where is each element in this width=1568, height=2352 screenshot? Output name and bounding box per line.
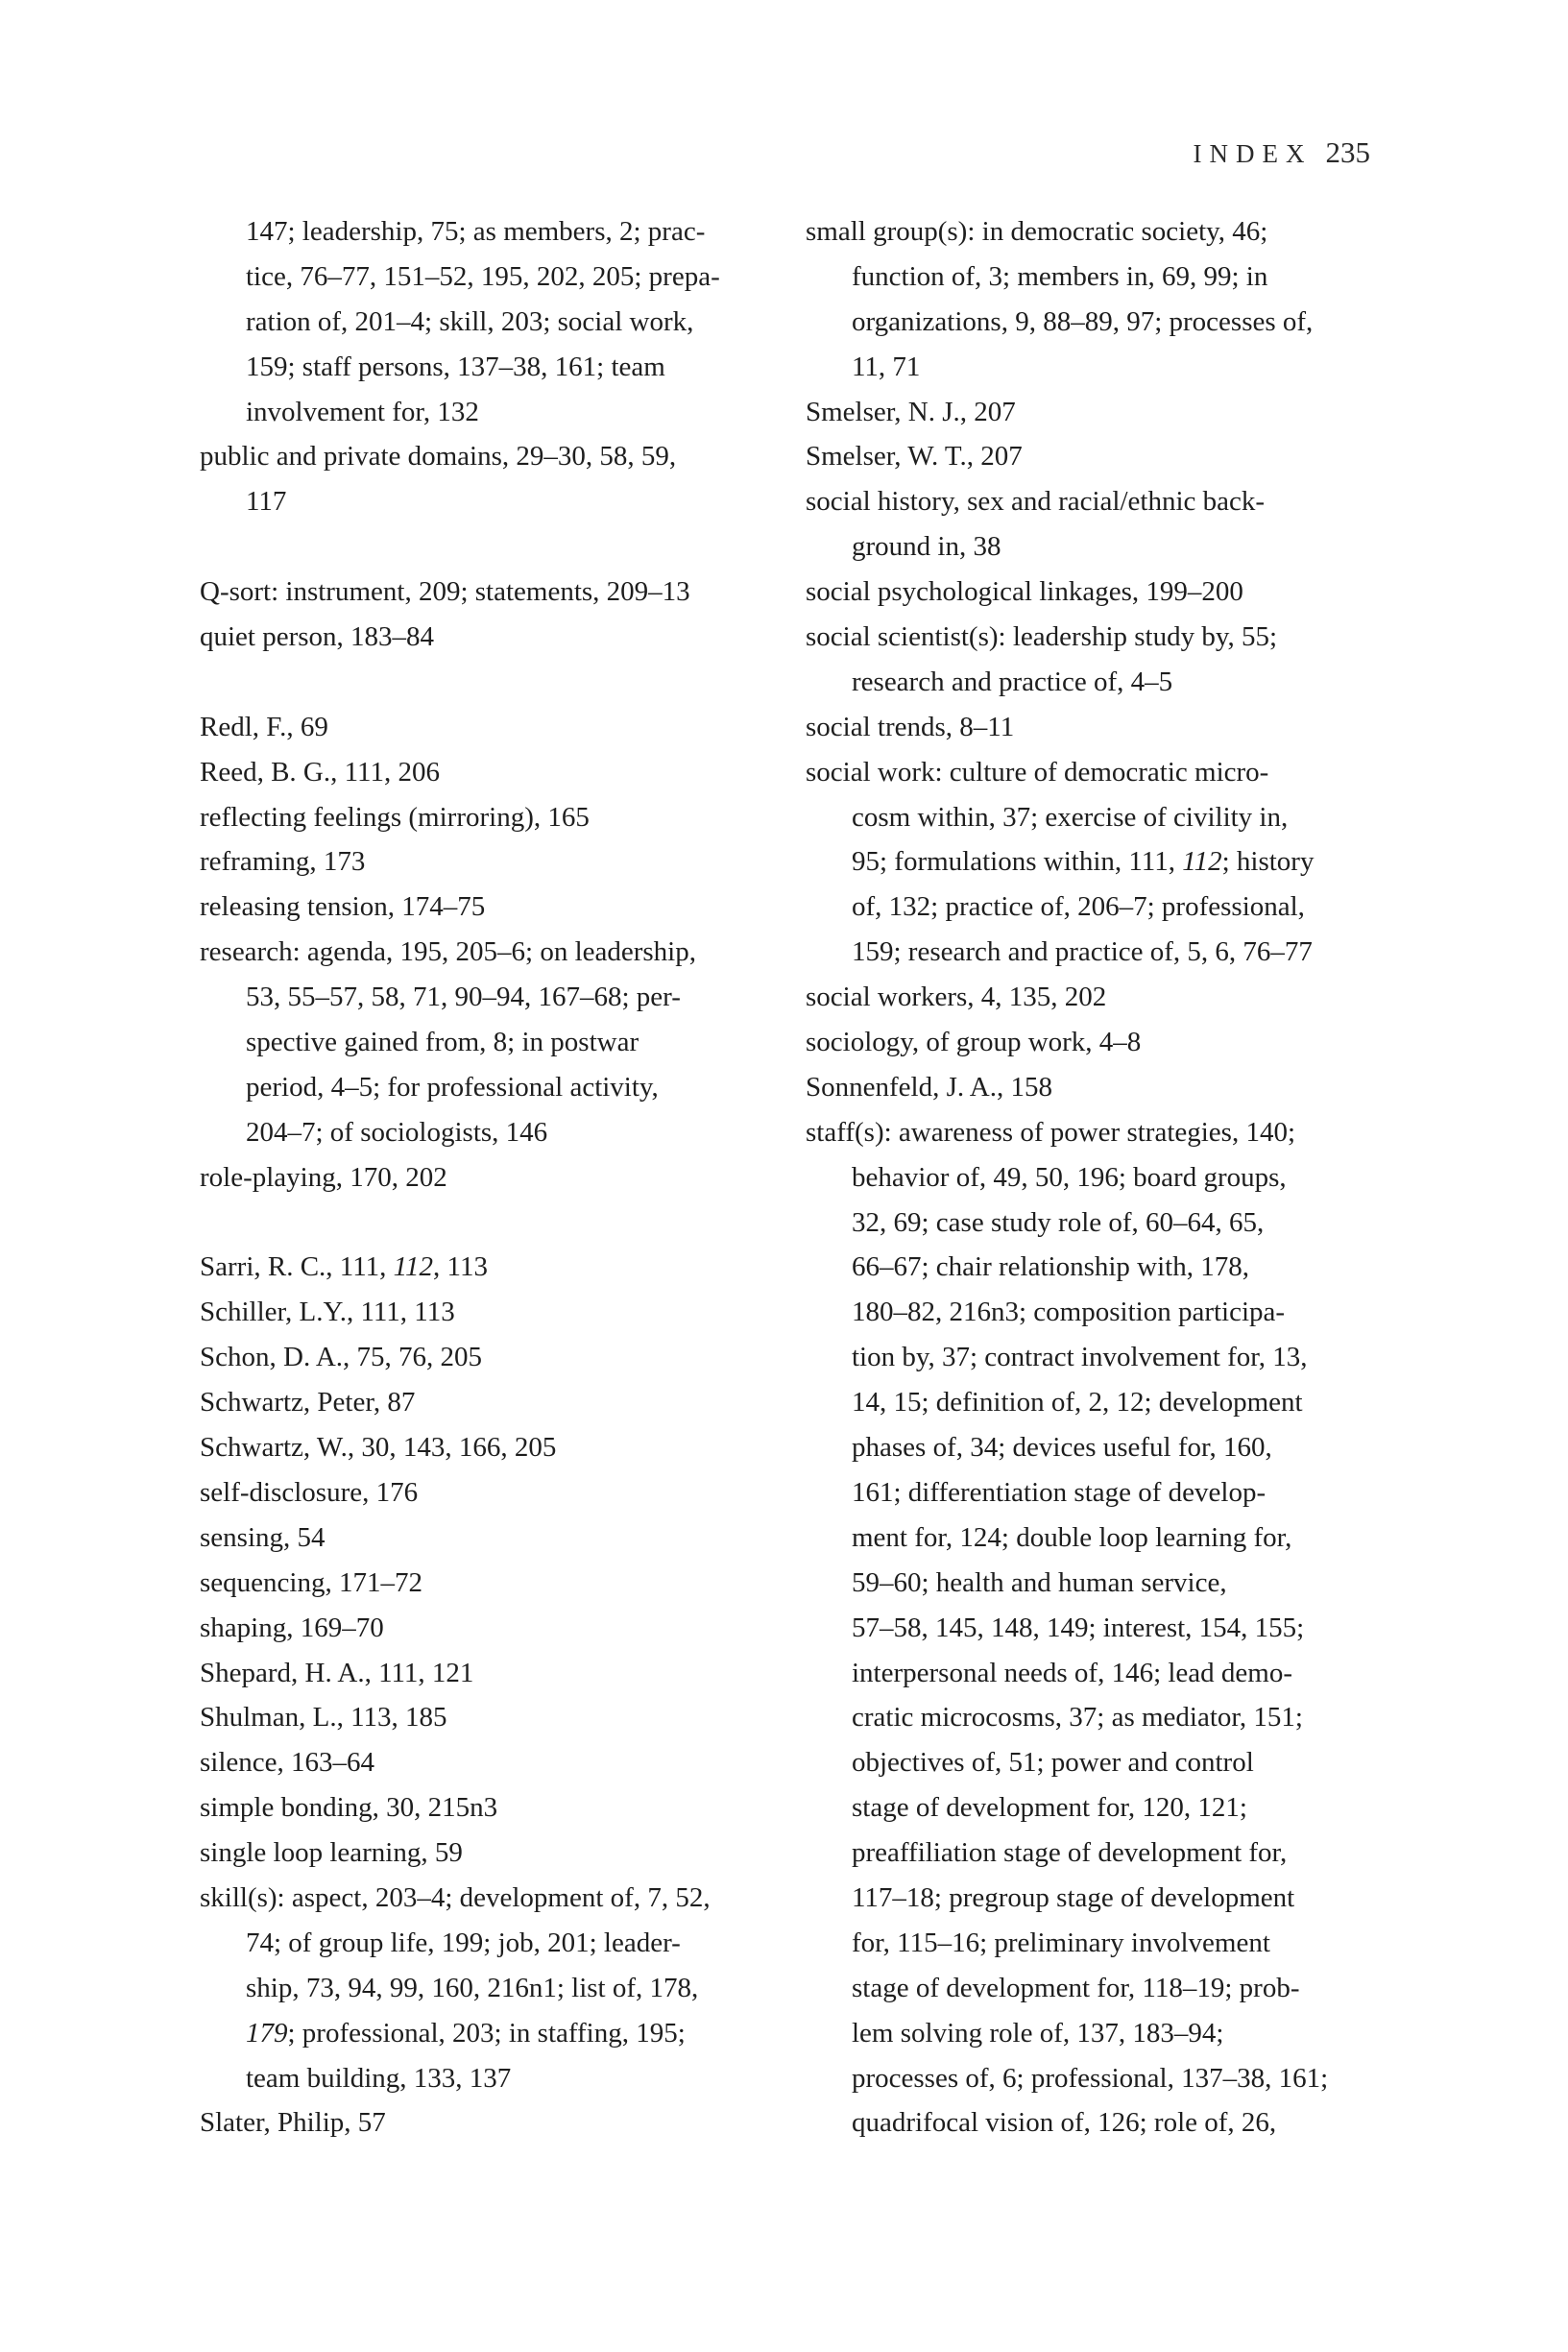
index-line: staff(s): awareness of power strategies, 140;: [806, 1116, 1296, 1148]
index-line: 66–67; chair relationship with, 178,: [852, 1251, 1249, 1283]
index-line: social workers, 4, 135, 202: [806, 982, 1107, 1013]
blank-line: [200, 524, 776, 570]
index-line: 147; leadership, 75; as members, 2; prac-: [246, 216, 706, 247]
index-line: cratic microcosms, 37; as mediator, 151;: [852, 1702, 1303, 1734]
index-line: research: agenda, 195, 205–6; on leadership,: [200, 936, 696, 968]
index-line: 117: [246, 486, 287, 518]
page-number: 235: [1325, 135, 1370, 169]
index-line: 32, 69; case study role of, 60–64, 65,: [852, 1206, 1265, 1238]
index-line: period, 4–5; for professional activity,: [246, 1071, 659, 1103]
index-line: 95; formulations within, 111, 112; history: [852, 846, 1315, 878]
index-line: Shulman, L., 113, 185: [200, 1702, 447, 1734]
index-line: tion by, 37; contract involvement for, 13,: [852, 1342, 1308, 1373]
index-line: 53, 55–57, 58, 71, 90–94, 167–68; per-: [246, 982, 681, 1013]
index-line: processes of, 6; professional, 137–38, 161;: [852, 2062, 1329, 2094]
index-line: behavior of, 49, 50, 196; board groups,: [852, 1161, 1287, 1193]
index-line: reframing, 173: [200, 846, 366, 878]
index-line: cosm within, 37; exercise of civility in,: [852, 801, 1289, 833]
index-line: ment for, 124; double loop learning for,: [852, 1521, 1292, 1553]
index-line: 57–58, 145, 148, 149; interest, 154, 155;: [852, 1612, 1305, 1643]
index-line: Sarri, R. C., 111, 112, 113: [200, 1251, 488, 1283]
italic-page-ref: 112: [1182, 846, 1222, 878]
index-line: ration of, 201–4; skill, 203; social work,: [246, 305, 694, 337]
index-line: ship, 73, 94, 99, 160, 216n1; list of, 178,: [246, 1972, 699, 2003]
blank-line: [200, 1200, 776, 1246]
index-line: Schwartz, Peter, 87: [200, 1387, 416, 1418]
index-line: reflecting feelings (mirroring), 165: [200, 801, 590, 833]
index-line: 159; staff persons, 137–38, 161; team: [246, 351, 665, 382]
index-line: sequencing, 171–72: [200, 1566, 422, 1598]
index-line: 159; research and practice of, 5, 6, 76–77: [852, 936, 1313, 968]
index-line: Schon, D. A., 75, 76, 205: [200, 1342, 483, 1373]
blank-line: [200, 660, 776, 705]
index-line: sensing, 54: [200, 1521, 326, 1553]
italic-page-ref: 112: [393, 1251, 434, 1283]
index-line: Smelser, W. T., 207: [806, 441, 1023, 473]
italic-page-ref: 179: [246, 2017, 288, 2049]
index-column-left: [200, 209, 776, 2146]
index-line: social work: culture of democratic micro-: [806, 756, 1269, 788]
index-line: quiet person, 183–84: [200, 621, 435, 653]
index-line: lem solving role of, 137, 183–94;: [852, 2017, 1224, 2049]
index-line: sociology, of group work, 4–8: [806, 1027, 1142, 1058]
index-line: simple bonding, 30, 215n3: [200, 1792, 498, 1824]
index-line: Redl, F., 69: [200, 711, 328, 742]
index-line: function of, 3; members in, 69, 99; in: [852, 260, 1268, 292]
index-line: social trends, 8–11: [806, 711, 1015, 742]
index-line: self-disclosure, 176: [200, 1476, 419, 1508]
index-line: for, 115–16; preliminary involvement: [852, 1927, 1270, 1958]
index-line: 14, 15; definition of, 2, 12; development: [852, 1387, 1303, 1418]
running-head-title: INDEX: [1193, 139, 1313, 168]
index-line: Smelser, N. J., 207: [806, 396, 1016, 427]
index-line: team building, 133, 137: [246, 2062, 512, 2094]
index-line: role-playing, 170, 202: [200, 1161, 447, 1193]
index-line: skill(s): aspect, 203–4; development of, 7, 52,: [200, 1881, 711, 1913]
index-line: stage of development for, 118–19; prob-: [852, 1972, 1300, 2003]
index-line: Q-sort: instrument, 209; statements, 209–13: [200, 576, 690, 608]
index-line: involvement for, 132: [246, 396, 479, 427]
index-line: stage of development for, 120, 121;: [852, 1792, 1247, 1824]
index-line: social history, sex and racial/ethnic back-: [806, 486, 1266, 518]
index-line: Schwartz, W., 30, 143, 166, 205: [200, 1432, 557, 1464]
index-column-right: [806, 209, 1382, 2146]
index-line: releasing tension, 174–75: [200, 891, 486, 923]
index-line: tice, 76–77, 151–52, 195, 202, 205; prepa-: [246, 260, 720, 292]
index-line: ground in, 38: [852, 531, 1001, 563]
index-line: shaping, 169–70: [200, 1612, 384, 1643]
index-line: social psychological linkages, 199–200: [806, 576, 1243, 608]
index-line: 204–7; of sociologists, 146: [246, 1116, 548, 1148]
index-line: 74; of group life, 199; job, 201; leader-: [246, 1927, 681, 1958]
index-line: objectives of, 51; power and control: [852, 1747, 1254, 1779]
index-line: small group(s): in democratic society, 46;: [806, 216, 1268, 247]
index-line: Sonnenfeld, J. A., 158: [806, 1071, 1052, 1103]
index-line: research and practice of, 4–5: [852, 666, 1173, 697]
running-head: [1194, 135, 1370, 170]
index-line: 59–60; health and human service,: [852, 1566, 1227, 1598]
index-line: Reed, B. G., 111, 206: [200, 756, 440, 788]
index-line: social scientist(s): leadership study by, 55;: [806, 621, 1278, 653]
index-line: 161; differentiation stage of develop-: [852, 1476, 1266, 1508]
index-line: Slater, Philip, 57: [200, 2107, 386, 2139]
index-line: silence, 163–64: [200, 1747, 375, 1779]
index-line: 179; professional, 203; in staffing, 195;: [246, 2017, 686, 2049]
index-line: public and private domains, 29–30, 58, 59,: [200, 441, 677, 473]
index-line: Shepard, H. A., 111, 121: [200, 1657, 474, 1688]
index-line: quadrifocal vision of, 126; role of, 26,: [852, 2107, 1277, 2139]
index-line: preaffiliation stage of development for,: [852, 1837, 1288, 1869]
index-line: 180–82, 216n3; composition participa-: [852, 1297, 1286, 1328]
index-line: organizations, 9, 88–89, 97; processes of,: [852, 305, 1314, 337]
index-line: interpersonal needs of, 146; lead demo-: [852, 1657, 1293, 1688]
index-line: Schiller, L.Y., 111, 113: [200, 1297, 455, 1328]
index-line: 117–18; pregroup stage of development: [852, 1881, 1295, 1913]
index-line: spective gained from, 8; in postwar: [246, 1027, 639, 1058]
index-line: phases of, 34; devices useful for, 160,: [852, 1432, 1272, 1464]
index-line: single loop learning, 59: [200, 1837, 463, 1869]
index-line: 11, 71: [852, 351, 921, 382]
index-line: of, 132; practice of, 206–7; professional,: [852, 891, 1305, 923]
